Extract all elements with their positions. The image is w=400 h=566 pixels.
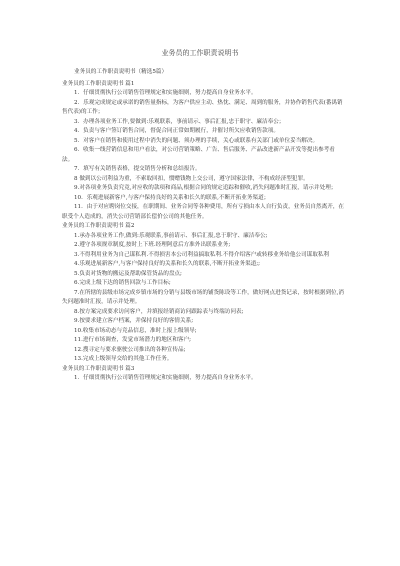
paragraph: 12.搜寻定与要求驱驶公司推出的各种宣传品; [74, 346, 186, 353]
paragraph: 10．乐观进展新客户,与客户保持良好的关系和长久的联系,不断开拓业务渠道； [74, 194, 270, 201]
paragraph: 13.完成上级领导交给的其他工作任务。 [74, 356, 173, 362]
paragraph: 2.遵守各项规章制度,按时上下班.经理阿意后方准外出联系业务; [74, 242, 231, 248]
paragraph: 6．收集一线营销信息和用户看法，对公司营销策略、广告、售后服务、产品改进新产品开发等提出参考看法。 [62, 147, 335, 163]
paragraph: 10.收集市场动态与竞品信息，准时上报上级领导; [74, 327, 197, 334]
paragraph: 8 做到以公司利益为重，不索取回扣，惯赠钱物上交公司，遵守国家法律，不构成经济型犯罪。 [74, 175, 309, 182]
document-body [62, 68, 346, 384]
paragraph: 4．负责与客户签订销售合同，督促合同正常如期履行，并催讨所欠应收销售款项。 [74, 128, 279, 134]
sections-container [62, 80, 346, 384]
paragraph: 5.负责对货物的搬运及帮助保管货品的盘点; [74, 270, 182, 277]
paragraph: 9.对各项业务负责究竟,对应收的款项和商品,根据合同的规定追踪和催收,消失问题准时汇报，请示并处理； [74, 185, 337, 191]
paragraph: 5．对客户在销售和使用过程中消失的问题、须办理的手续，关心或联系有关部门或单位妥当解决。 [74, 137, 319, 144]
paragraph: 7．填写有关销售表格，提交销售分析和总结报告。 [74, 166, 201, 172]
paragraph: 11．由于对应聘岗位交接，在职期间、业务合同等各种费用，所有亏损由本人自行负责，业务员自然离开，在职受个人造成的，消失公司营销部长偿价公司的其他任务。 [62, 204, 345, 220]
paragraph: 8.按方案完成要求访问客户，并填报经销商访问跟踪表与终端访问表; [74, 308, 244, 315]
section-heading: 业务员的工作职责说明书 篇2 [62, 223, 135, 229]
section-heading: 业务员的工作职责说明书 篇1 [62, 80, 135, 87]
paragraph: 1．仔细贯彻执行公司销售管理规定和实施细则，努力提高自身业务水平。 [74, 375, 257, 381]
paragraph: 2．乐观完成规定或承诺的销售量指标，为客户供应主动、热忱、满足、周到的服务，并协作销售代表(番禺销售代表)的工作； [62, 99, 343, 115]
paragraph: 7.在所辖的县级市场完成乡镇市场的分销与县级市场的铺货陈设等工作，做好网点进货记录，按时根据到位,消失问题准时汇报，请示并处理。 [62, 289, 345, 305]
paragraph: 3．办理各项业务工作,要做到:乐观联系，事前请示、事后汇报,忠于职守、廉洁奉公； [74, 118, 285, 125]
paragraph: 1．仔细贯彻执行公司销售管理规定和实施细则，努力提高自身业务水平。 [74, 90, 257, 96]
paragraph: 3.不得利用业务为自己谋私利.不得损害本公司利益搞取私利.不得介绍客户或转移业务给他公司谋取私利 [74, 251, 330, 258]
paragraph: 11.进行市场调查，发觉市场潜力的地区和客户; [74, 337, 192, 343]
paragraph: 9.按要求建立客户档案，并保持良好的客情关系; [74, 318, 194, 324]
section-heading: 业务员的工作职责说明书 篇3 [62, 365, 135, 372]
document-subtitle: 业务员的工作职责说明书（精选5篇） [74, 69, 168, 75]
document-title: 业务员的工作职责说明书 [161, 49, 239, 57]
paragraph: 4.乐观进展新客户,与客户保持良好的关系和长久的联系,不断开拓业务渠道;; [74, 261, 261, 267]
paragraph: 1.承办各项业务工作,做到:乐观联系,事前请示、事后汇报,忠于职守、廉洁奉公; [74, 232, 268, 239]
paragraph: 6.完成上级下达的销售回款与工作目标; [74, 280, 171, 286]
